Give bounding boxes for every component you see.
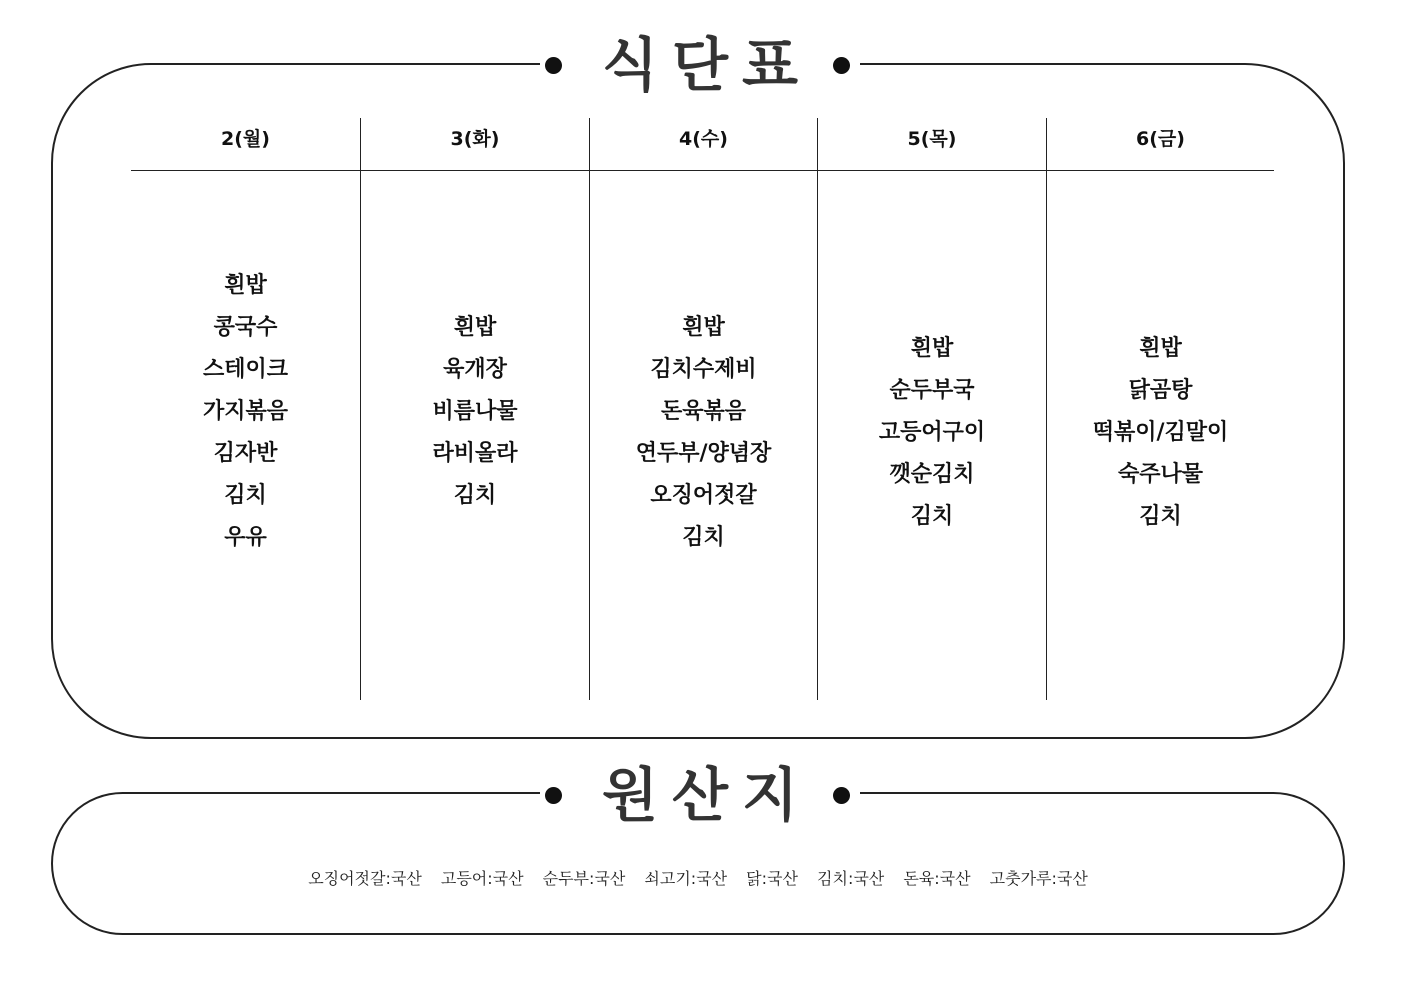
menu-title: 식단표 — [601, 31, 813, 99]
title-dot-left — [545, 787, 562, 804]
origin-item: 오징어젓갈:국산 — [308, 869, 422, 888]
menu-item: 고등어구이 — [878, 420, 986, 445]
menu-grid — [131, 118, 1274, 700]
menu-item: 김치수제비 — [650, 357, 757, 382]
menu-item: 김치 — [224, 483, 267, 508]
origin-item: 돈육:국산 — [903, 869, 971, 888]
menu-item: 육개장 — [443, 357, 507, 382]
menu-item: 흰밥 — [682, 315, 725, 340]
origin-title-band — [540, 760, 860, 830]
menu-item: 흰밥 — [224, 273, 267, 298]
menu-item: 깻순김치 — [889, 462, 975, 487]
day-menu-list — [590, 307, 817, 559]
day-column-wed — [590, 118, 817, 700]
menu-item: 김자반 — [213, 441, 278, 466]
menu-item: 순두부국 — [889, 378, 975, 403]
day-column-tue — [361, 118, 589, 700]
day-column-thu — [818, 118, 1046, 700]
day-menu-list — [361, 307, 589, 517]
menu-item: 닭곰탕 — [1128, 378, 1193, 403]
title-dot-right — [833, 787, 850, 804]
menu-item: 김치 — [682, 525, 725, 550]
menu-item: 비름나물 — [432, 399, 518, 424]
origin-item: 닭:국산 — [746, 869, 798, 888]
day-header: 5(목) — [907, 128, 957, 150]
origin-item: 고등어:국산 — [440, 869, 524, 888]
menu-item: 떡볶이/김말이 — [1092, 420, 1229, 445]
origin-item: 쇠고기:국산 — [644, 869, 728, 888]
origin-item: 고춧가루:국산 — [989, 869, 1088, 888]
menu-title-band — [540, 30, 860, 100]
menu-item: 흰밥 — [910, 336, 954, 361]
menu-item: 김치 — [453, 483, 497, 508]
menu-item: 흰밥 — [1139, 336, 1182, 361]
day-menu-list — [131, 265, 360, 559]
day-header: 6(금) — [1136, 128, 1185, 150]
day-menu-list — [818, 328, 1046, 538]
title-dot-left — [545, 57, 562, 74]
menu-item: 라비올라 — [432, 441, 518, 466]
day-header: 4(수) — [679, 128, 728, 150]
day-menu-list — [1047, 328, 1274, 538]
menu-item: 김치 — [1139, 504, 1182, 529]
origin-title: 원산지 — [601, 761, 813, 829]
origin-item: 김치:국산 — [817, 869, 885, 888]
menu-item: 오징어젓갈 — [650, 483, 757, 508]
origin-list — [51, 866, 1345, 889]
menu-item: 스테이크 — [202, 357, 288, 382]
menu-item: 돈육볶음 — [660, 399, 746, 424]
menu-item: 콩국수 — [213, 315, 278, 340]
menu-item: 가지볶음 — [202, 399, 288, 424]
day-header: 3(화) — [450, 128, 500, 150]
menu-item: 김치 — [910, 504, 954, 529]
menu-item: 우유 — [224, 525, 267, 550]
title-dot-right — [833, 57, 850, 74]
menu-item: 연두부/양념장 — [635, 441, 772, 466]
origin-item: 순두부:국산 — [542, 869, 626, 888]
menu-item: 숙주나물 — [1117, 462, 1203, 487]
day-column-fri — [1047, 118, 1274, 700]
day-column-mon — [131, 118, 360, 700]
menu-item: 흰밥 — [453, 315, 497, 340]
day-header: 2(월) — [221, 128, 270, 150]
